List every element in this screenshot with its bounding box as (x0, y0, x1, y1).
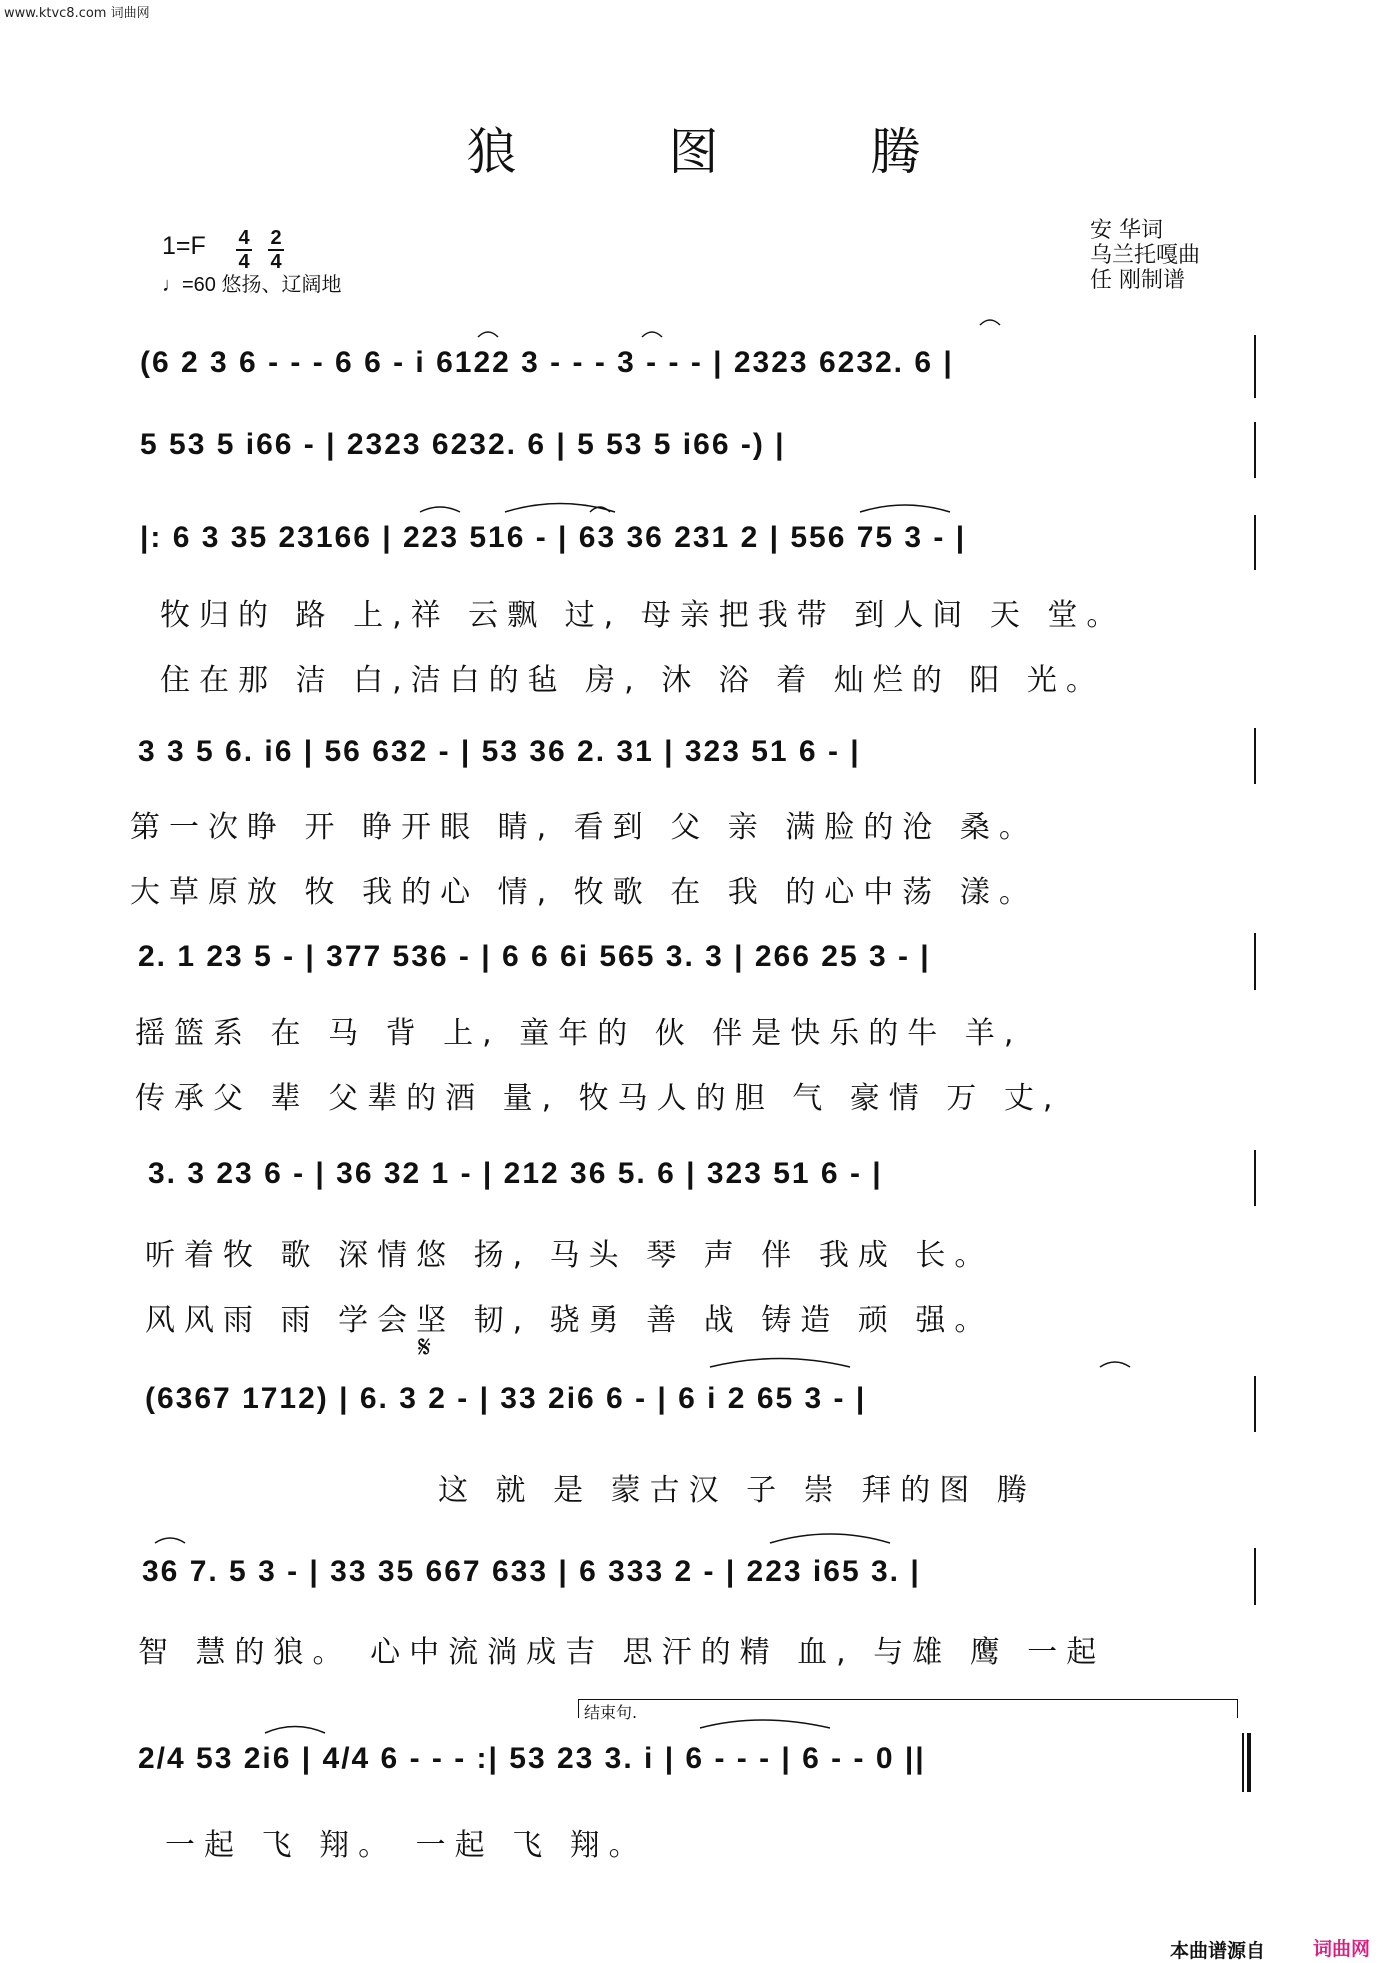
lyric-line-3b: 传承父 辈 父辈的酒 量, 牧马人的胆 气 豪情 万 丈, (135, 1081, 1062, 1116)
lyric-line-2a: 第一次睁 开 睁开眼 睛, 看到 父 亲 满脸的沧 桑。 (130, 810, 1038, 845)
time-denominator: 4 (270, 251, 282, 273)
lyric-line-1b: 住在那 洁 白,洁白的毡 房, 沐 浴 着 灿烂的 阳 光。 (160, 663, 1105, 698)
lyric-line-4b: 风风雨 雨 学会坚 韧, 骁勇 善 战 铸造 顽 强。 (145, 1303, 994, 1338)
lyric-line-5: 这 就 是 蒙古汉 子 崇 拜的图 腾 (438, 1473, 1036, 1508)
lyric-line-4a: 听着牧 歌 深情悠 扬, 马头 琴 声 伴 我成 长。 (145, 1238, 994, 1273)
time-numerator: 2 (270, 227, 282, 249)
lyric-line-6: 智 慧的狼。 心中流淌成吉 思汗的精 血, 与雄 鹰 一起 (138, 1635, 1106, 1670)
time-denominator: 4 (238, 251, 250, 273)
notation-line-3: |: 6 3 35 23166 | 223 516 - | 63 36 231 2 | 556 75 3 - | (140, 521, 967, 554)
notation-line-7: (6367 1712) | 6. 3 2 - | 33 2i6 6 - | 6 i 2 65 3 - | (145, 1382, 867, 1415)
notation-line-5: 2. 1 23 5 - | 377 536 - | 6 6 6i 565 3. 3 | 266 25 3 - | (138, 940, 931, 973)
ending-label: 结束句. (584, 1703, 638, 1722)
notation-line-9: 2/4 53 2i6 | 4/4 6 - - - :| 53 23 3. i | 6 - - - | 6 - - 0 || (138, 1742, 926, 1775)
watermark: www.ktvc8.com 词曲网 (4, 6, 150, 21)
credit-lyricist: 安 华词 (1090, 218, 1163, 243)
lyric-line-2b: 大草原放 牧 我的心 情, 牧歌 在 我 的心中荡 漾。 (130, 875, 1038, 910)
footer-site-logo: 词曲网 (1313, 1938, 1371, 1960)
lyric-line-7: 一起 飞 翔。 一起 飞 翔。 (165, 1828, 648, 1863)
lyric-line-1a: 牧归的 路 上,祥 云飘 过, 母亲把我带 到人间 天 堂。 (160, 598, 1126, 633)
notation-line-1: (6 2 3 6 - - - 6 6 - i 6122 3 - - - 3 - - - | 2323 6232. 6 | (140, 346, 954, 379)
notation-line-2: 5 53 5 i66 - | 2323 6232. 6 | 5 53 5 i66 -) | (140, 428, 786, 461)
song-title: 狼 图 腾 (466, 123, 989, 181)
segno-sign: 𝄋 (418, 1330, 431, 1365)
notation-line-6: 3. 3 23 6 - | 36 32 1 - | 212 36 5. 6 | 323 51 6 - | (148, 1157, 883, 1190)
notation-line-4: 3 3 5 6. i6 | 56 632 - | 53 36 2. 31 | 323 51 6 - | (138, 735, 861, 768)
tempo-marking: ♩=60 悠扬、辽阔地 (162, 274, 342, 296)
notation-line-8: 36 7. 5 3 - | 33 35 667 633 | 6 333 2 - | 223 i65 3. | (142, 1555, 921, 1588)
credit-engraver: 任 刚制谱 (1090, 268, 1185, 293)
credit-composer: 乌兰托嘎曲 (1090, 243, 1201, 268)
key-signature: 1=F (162, 232, 206, 260)
footer-source-text: 本曲谱源自 (1170, 1940, 1266, 1962)
lyric-line-3a: 摇篮系 在 马 背 上, 童年的 伙 伴是快乐的牛 羊, (135, 1016, 1023, 1051)
time-numerator: 4 (238, 227, 250, 249)
